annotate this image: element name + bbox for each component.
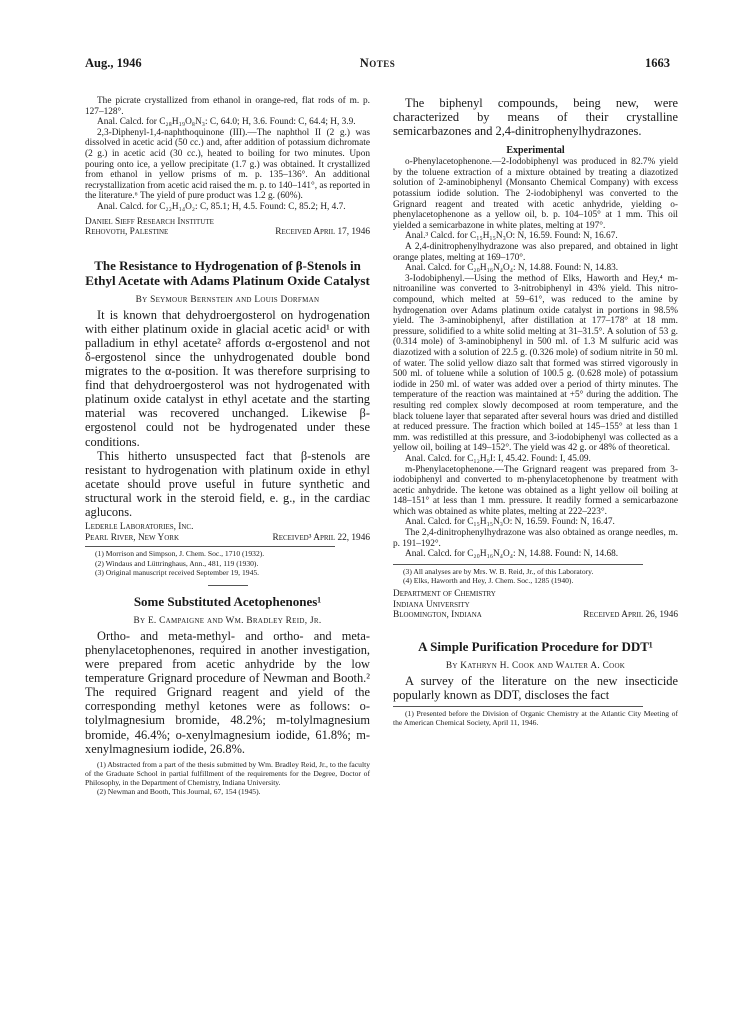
received-date: Received April 17, 1946 (275, 227, 370, 238)
footnote: (1) Morrison and Simpson, J. Chem. Soc., 1710 (1932). (95, 549, 265, 559)
right-column (393, 96, 678, 728)
dnp-paragraph-2: The 2,4-dinitrophenylhydrazone was also obtained as orange needles, m. p. 191–192°. (393, 528, 678, 549)
footnote: (3) Original manuscript received September 19, 1945. (95, 567, 260, 577)
affiliation-line-2 (85, 227, 370, 238)
analysis-4: Anal. Calcd. for C₁₅H₁₅N₃O: N, 16.59. Found: N, 16.47. (405, 517, 615, 528)
received-date-3: Received April 26, 1946 (583, 610, 678, 621)
affiliation-institute: Daniel Sieff Research Institute (85, 216, 214, 227)
picrate-paragraph: The picrate crystallized from ethanol in orange-red, flat rods of m. p. 127–128°. (85, 96, 370, 117)
footnote: (2) Windaus and Lüttringhaus, Ann., 481, 119 (1930). (95, 558, 259, 568)
article-byline-acetophenones: By E. Campaigne and Wm. Bradley Reid, Jr. (133, 615, 322, 626)
affiliation-city-3: Bloomington, Indiana (393, 610, 482, 621)
m-phenylacetophenone-paragraph: m-Phenylacetophenone.—The Grignard reagent was prepared from 3-iodobiphenyl and converted to m-phenylacetophenone by treatment with acetic anhydride. The ketone was obtained as a light yellow oil boiling at 148–151° at less than 1 mm. pressure. It readily formed a semicarbazone which was obtained as white plates, melting at 222–223°. (393, 464, 678, 517)
footnote-rule (393, 564, 643, 565)
footnote: (2) Newman and Booth, This Journal, 67, 154 (1945). (97, 787, 261, 797)
left-column (85, 96, 370, 797)
acetophenones-paragraph-1: Ortho- and meta-methyl- and ortho- and meta-phenylacetophenones, required in another investigation, were prepared from acetic anhydride by the low temperature Grignard procedure of Newman and Booth.² The required Grignard reagent and yield of the corresponding methyl ketones were as follows: o-tolylmagnesium bromide, 48.2%; m-tolylmagnesium bromide, 46.4%; o-xenylmagnesium iodide, 61.8%; m-xenylmagnesium iodide, 26.8%. (85, 628, 370, 756)
analysis-1: Anal.³ Calcd. for C₁₅H₁₅N₃O: N, 16.59. Found: N, 16.67. (405, 231, 618, 242)
footnote: (1) Abstracted from a part of the thesis submitted by Wm. Bradley Reid, Jr., to the faculty of the Graduate School in partial fulfillment of the requirements for the Degree, Doctor of Philosophy, in the Department of Chemistry, Indiana University. (85, 759, 370, 788)
affiliation-line-2b (85, 533, 370, 544)
hydrogenation-paragraph-1: It is known that dehydroergosterol on hydrogenation with either platinum oxide in glacial acetic acid¹ or with palladium in ethyl acetate² affords α-ergostenol and not δ-ergostenol since the unhydrogenated double bond migrates to the α-position. It was therefore surprising to find that dehydroergosterol was not hydrogenated with platinum oxide catalyst in ethyl acetate and the starting material was recovered unchanged. Likewise β-ergostenol could not be hydrogenated under these conditions. (85, 307, 370, 449)
affiliation-block-2 (85, 522, 370, 543)
header-section: Notes (359, 56, 396, 70)
article-title-hydrogenation: The Resistance to Hydrogenation of β-Stenols in Ethyl Acetate with Adams Platinum Oxide Catalyst (85, 257, 370, 288)
footnotes-acetophenones (85, 760, 370, 797)
biphenyl-intro: The biphenyl compounds, being new, were characterized by means of their crystalline semicarbazones and 2,4-dinitrophenylhydrazones. (393, 96, 678, 139)
footnotes-right (393, 564, 678, 585)
article-byline-hydrogenation: By Seymour Bernstein and Louis Dorfman (135, 294, 320, 305)
footnote: (4) Elks, Haworth and Hey, J. Chem. Soc., 1285 (1940). (403, 576, 574, 586)
naphthoquinone-paragraph: 2,3-Diphenyl-1,4-naphthoquinone (III).—The naphthol II (2 g.) was dissolved in acetic acid (50 cc.) and, after addition of potassium dichromate (2 g.) in acetic acid (30 cc.), heated to boiling for two minutes. Upon pouring onto ice, a yellow precipitate (1.7 g.) was obtained. It crystallized from ethanol in yellow prisms of m. p. 135–136°. An additional recrystallization from acetic acid raised the m. p. to 140–141°, as reported in the literature.⁶ The yield of pure product was 1.2 g. (60%). (85, 127, 370, 202)
footnote: (3) All analyses are by Mrs. W. B. Reid, Jr., of this Laboratory. (403, 566, 594, 576)
header-date: Aug., 1946 (85, 56, 142, 70)
experimental-heading: Experimental (506, 145, 565, 157)
footnotes-hydrogenation (85, 546, 370, 577)
o-phenylacetophenone-paragraph: o-Phenylacetophenone.—2-Iodobiphenyl was produced in 82.7% yield by the toluene extraction of a mixture obtained by treating a diazotized solution of 2-aminobiphenyl (Monsanto Chemical Company) with excess potassium iodide solution. The 2-iodobiphenyl was converted to the Grignard reagent and treated with acetic anhydride, yielding o-phenylacetophenone as a yellow oil, b. p. 104–105° at 1 mm. This oil yielded a semicarbazone in white plates, melting at 197°. (393, 157, 678, 231)
received-date-2: Received³ April 22, 1946 (272, 532, 370, 543)
running-header (85, 56, 670, 76)
article-byline-ddt: By Kathryn H. Cook and Walter A. Cook (445, 661, 626, 672)
affiliation-department: Department of Chemistry (393, 589, 496, 600)
affiliation-city-2: Pearl River, New York (85, 532, 180, 543)
ddt-paragraph-1: A survey of the literature on the new insecticide popularly known as DDT, discloses the fact (393, 674, 678, 703)
footnote-rule (85, 546, 335, 547)
article-title-ddt: A Simple Purification Procedure for DDT¹ (418, 639, 653, 655)
analysis-2: Anal. Calcd. for C₂₀H₁₆N₄O₄: N, 14.88. Found: N, 14.83. (405, 263, 619, 274)
analysis-3: Anal. Calcd. for C₁₂H₉I: I, 45.42. Found: I, 45.09. (405, 453, 591, 464)
affiliation-city: Rehovoth, Palestine (85, 227, 169, 238)
affiliation-block-3 (393, 589, 678, 621)
dnp-paragraph: A 2,4-dinitrophenylhydrazone was also prepared, and obtained in light orange plates, melting at 169–170°. (393, 242, 678, 263)
footnote: (1) Presented before the Division of Organic Chemistry at the Atlantic City Meeting of the American Chemical Society, April 11, 1946. (393, 709, 678, 728)
analysis-5: Anal. Calcd. for C₂₀H₁₆N₄O₄: N, 14.88. Found: N, 14.68. (405, 549, 619, 560)
article-title-acetophenones: Some Substituted Acetophenones¹ (133, 593, 322, 609)
affiliation-block-1 (85, 217, 370, 238)
affiliation-lab: Lederle Laboratories, Inc. (85, 522, 194, 533)
footnotes-ddt (393, 706, 678, 727)
picrate-analysis: Anal. Calcd. for C₂₈H₁₉O₈N₃: C, 64.0; H, 3.6. Found: C, 64.4; H, 3.9. (97, 117, 356, 128)
hydrogenation-paragraph-2: This hitherto unsuspected fact that β-stenols are resistant to hydrogenation with platinum oxide in ethyl acetate should prove useful in future synthetic and structural work in the steroid field, e. g., in the cardiac aglucons. (85, 448, 370, 520)
iodobiphenyl-paragraph: 3-Iodobiphenyl.—Using the method of Elks, Haworth and Hey,⁴ m-nitroaniline was converted to 3-nitrobiphenyl in 43% yield. This nitro-compound, which melted at 59–61°, was reduced to the amine by hydrogenation over Adams platinum oxide catalyst in portions in 98.5% yield. The 3-aminobiphenyl, after distillation at 177–178° at 18 mm. pressure, solidified to a white solid melting at 31–31.5°. A solution of 53 g. (0.314 mole) of 3-aminobiphenyl in 500 ml. of 1.3 M sulfuric acid was diazotized with a solution of 22.5 g. (0.326 mole) of sodium nitrite in 50 ml. of water. The solid yellow diazo salt that formed was stirred vigorously in 500 ml. of toluene while a solution of 100.5 g. (0.628 mole) of potassium iodide in 250 ml. of water was added over a period of thirty minutes. The temperature of the reaction was maintained at +5° during the addition. The resulting red complex slowly decomposed at room temperature, and the black toluene layer that separated after several hours was dried and distilled at reduced pressure. The fraction which boiled at 145–155° at less than 1 mm. was redistilled at this pressure, and 3-iodobiphenyl was collected as a yellow oil, boiling at 149–152°. The yield was 42 g. or 48% of theoretical. (393, 273, 678, 454)
naphthoquinone-analysis: Anal. Calcd. for C₂₂H₁₄O₂: C, 85.1; H, 4.5. Found: C, 85.2; H, 4.7. (97, 201, 346, 212)
header-page-number: 1663 (645, 56, 670, 70)
affiliation-university: Indiana University (393, 599, 470, 610)
affiliation-line-3 (393, 610, 678, 621)
footnote-rule (393, 706, 643, 707)
